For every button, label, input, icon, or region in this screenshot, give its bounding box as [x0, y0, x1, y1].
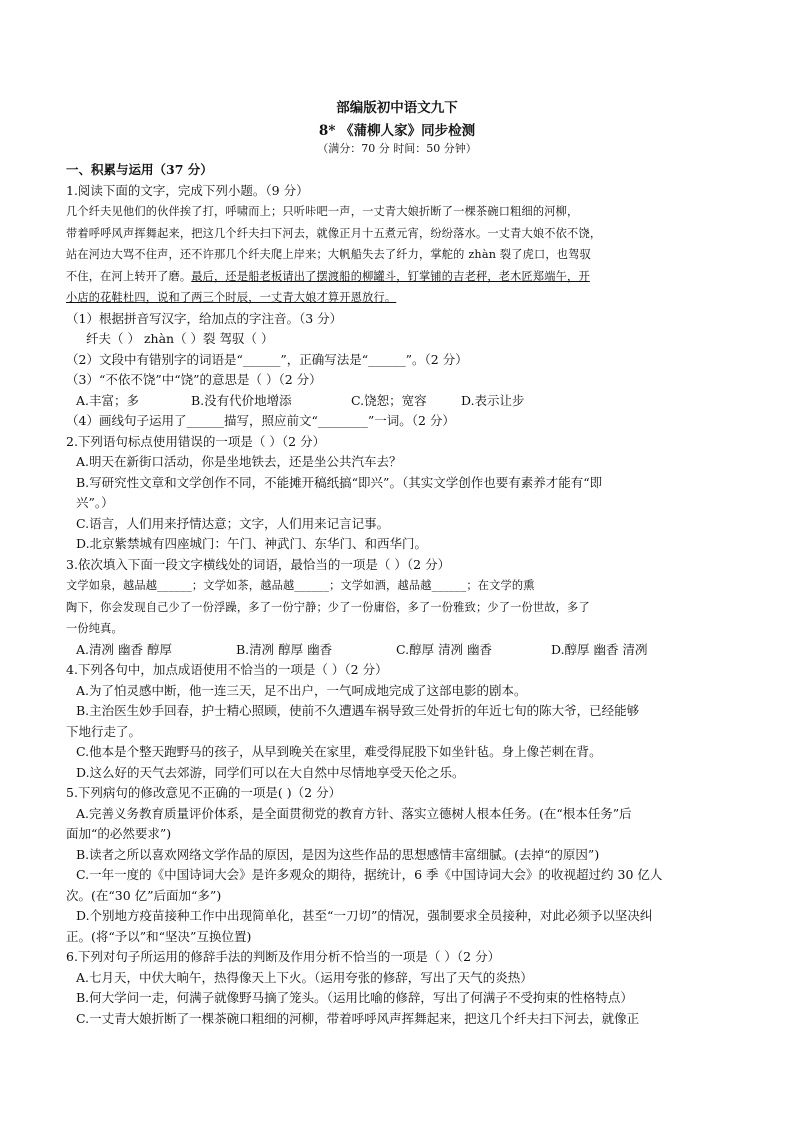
question-4-option: D.这么好的天气去郊游，同学们可以在大自然中尽情地享受天伦之乐。: [76, 764, 465, 780]
question-1-passage: [66, 201, 726, 309]
passage-line: 文学如泉，越品越______；文学如茶，越品越______；文学如酒，越品越______；在文学的熏: [66, 579, 535, 592]
passage-line: 带着呼呼风声挥舞起来，把这几个纤夫扫下河去，就像正月十五煮元宵，纷纷落水。一丈青大娘不依不饶，: [66, 226, 602, 240]
question-2-option: 兴”。）: [76, 495, 114, 510]
question-3-options: [66, 640, 726, 661]
question-5-option: A.完善义务教育质量评价体系，是全面贯彻党的教育方针、落实立德树人根本任务。(在“根本任务”后: [76, 805, 632, 821]
question-5-option: C.一年一度的《中国诗词大会》是许多观众的期待，据统计，6 季《中国诗词大会》的收视超过约 30 亿人: [76, 867, 663, 882]
option-d: D.表示让步: [461, 392, 525, 408]
question-3-stem: 3.依次填入下面一段文字横线处的词语，最恰当的一项是（ ）（2 分）: [66, 556, 451, 572]
worksheet-content: [66, 160, 726, 1029]
passage-text: 不住，在河上转开了磨。: [66, 269, 192, 283]
passage-line: 几个纤夫见他们的伙伴挨了打，呼啸而上；只听咔吧一声，一丈青大娘折断了一棵茶碗口粗细的河柳，: [66, 205, 579, 218]
question-2-option: C.语言，人们用来抒情达意；文字，人们用来记言记事。: [76, 515, 390, 531]
question-6-option: C.一丈青大娘折断了一棵茶碗口粗细的河柳，带着呼呼风声挥舞起来，把这几个纤夫扫下河去，就像正: [76, 1010, 640, 1026]
option-b: B.没有代价地增添: [191, 392, 292, 408]
passage-line: 陶下，你会发现自己少了一份浮躁，多了一份宁静；少了一份庸俗，多了一份雅致；少了一份世故，多了: [66, 600, 590, 614]
underlined-sentence: 最后，还是船老板请出了摆渡船的柳罐斗，钉掌铺的吉老秤，老木匠郑端午，开: [191, 269, 590, 283]
question-2-option: B.写研究性文章和文学创作不同，不能摊开稿纸搞“即兴”。（其实文学创作也要有素养才能有“即: [76, 474, 603, 490]
question-6-option: A.七月天，中伏大晌午，热得像天上下火。（运用夸张的修辞，写出了天气的炎热）: [76, 969, 533, 985]
question-5-option: 正。(将“予以”和“坚决”互换位置): [66, 928, 252, 944]
question-1-sub-3: （3）“不依不饶”中“饶”的意思是（ ）（2 分）: [66, 372, 322, 387]
underlined-sentence: 小店的花鞋杜四，说和了两三个时辰，一丈青大娘才算开恩放行。: [66, 291, 397, 304]
option-c: C.醇厚 清冽 幽香: [396, 641, 493, 657]
passage-line: 站在河边大骂不住声，还不许那几个纤夫爬上岸来；大帆船失去了纤力，掌舵的 zhàn 裂了虎口，也驾驭: [66, 248, 591, 261]
question-5-option: D.个别地方疫苗接种工作中出现简单化，甚至“一刀切”的情况，强制要求全员接种，对此必须予以坚决纠: [76, 908, 653, 923]
exam-meta: （满分：70 分 时间：50 分钟）: [317, 142, 477, 155]
question-4-option: 下地行走了。: [66, 723, 142, 739]
passage-line: [66, 266, 726, 288]
option-d: D.醇厚 幽香 清冽: [551, 641, 648, 657]
question-2-stem: 2.下列语句标点使用错误的一项是（ ）（2 分）: [66, 433, 326, 449]
option-c: C.饶恕；宽容: [351, 392, 427, 408]
question-4-stem: 4.下列各句中，加点成语使用不恰当的一项是（ ）（2 分）: [66, 662, 388, 677]
option-a: A.清冽 幽香 醇厚: [76, 641, 172, 657]
question-5-stem: 5.下列病句的修改意见不正确的一项是( )（2 分）: [66, 785, 342, 800]
question-6-stem: 6.下列对句子所运用的修辞手法的判断及作用分析不恰当的一项是（ ）（2 分）: [66, 949, 501, 964]
question-5-option: 面加“的必然要求”): [66, 826, 172, 841]
question-4-option: B.主治医生妙手回春，护士精心照顾，使前不久遭遇车祸导致三处骨折的年近七旬的陈大爷，已经能够: [76, 703, 640, 718]
page-title: 部编版初中语文九下: [336, 100, 458, 116]
option-a: A.丰富；多: [76, 392, 140, 408]
question-1-sub-1: （1）根据拼音写汉字，给加点的字注音。（3 分）: [66, 310, 343, 326]
question-6-option: B.何大学问一走，何满子就像野马摘了笼头。（运用比喻的修辞，写出了何满子不受拘束的性格特点）: [76, 990, 633, 1005]
section-heading: 一、积累与运用（37 分）: [66, 162, 213, 177]
question-4-option: A.为了怕灵感中断，他一连三天，足不出户，一气呵成地完成了这部电影的剧本。: [76, 682, 527, 698]
option-b: B.清冽 醇厚 幽香: [236, 641, 333, 657]
question-1-sub-4: （4）画线句子运用了______描写，照应前文“________”一词。（2 分）: [66, 413, 455, 428]
question-1-stem: 1.阅读下面的文字，完成下列小题。（9 分）: [66, 182, 309, 198]
passage-line: 一份纯真。: [66, 622, 123, 635]
question-5-option: B.读者之所以喜欢网络文学作品的原因，是因为这些作品的思想感情丰富细腻。(去掉“的原因”): [76, 846, 600, 862]
question-4-option: C.他本是个整天跑野马的孩子，从早到晚关在家里，难受得屁股下如坐针毡。身上像芒刺在背。: [76, 744, 602, 759]
question-3-passage: [66, 575, 726, 640]
question-2-option: A.明天在新街口活动，你是坐地铁去，还是坐公共汽车去？: [76, 454, 402, 469]
question-1-sub-3-options: [66, 391, 726, 412]
question-2-option: D.北京紫禁城有四座城门：午门、神武门、东华门、和西华门。: [76, 536, 428, 551]
page-subtitle: 8* 《蒲柳人家》同步检测: [318, 123, 476, 139]
question-1-sub-2: （2）文段中有错别字的词语是“______”，正确写法是“______”。（2 分）: [66, 351, 468, 367]
question-5-option: 次。(在“30 亿”后面加“多”): [66, 887, 222, 903]
question-1-sub-1-items: 纤夫（ ） zhàn（ ）裂 驾驭（ ）: [86, 331, 274, 346]
